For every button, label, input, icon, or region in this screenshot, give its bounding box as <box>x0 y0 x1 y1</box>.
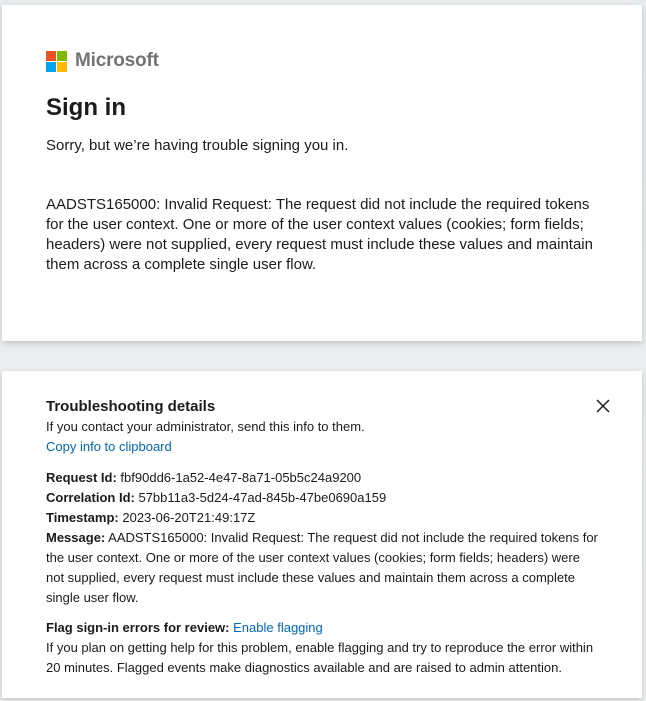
flag-help-text: If you plan on getting help for this problem, enable flagging and try to reproduce the error within 20 minutes. Flagged events make diagnostics available and are raised to admin attention. <box>46 640 594 675</box>
logo-square-red <box>46 51 56 61</box>
flag-row <box>46 618 598 638</box>
signin-subtitle: Sorry, but we’re having trouble signing you in. <box>46 137 349 154</box>
message-label: Message: <box>46 530 106 545</box>
request-id-label: Request Id: <box>46 470 117 485</box>
logo-square-blue <box>46 62 56 72</box>
correlation-id-row <box>46 488 598 508</box>
timestamp-label: Timestamp: <box>46 510 119 525</box>
copy-info-link[interactable]: Copy info to clipboard <box>46 439 172 454</box>
flag-label: Flag sign-in errors for review: <box>46 620 230 635</box>
correlation-id-value: 57bb11a3-5d24-47ad-845b-47be0690a159 <box>138 490 387 505</box>
logo-square-yellow <box>57 62 67 72</box>
message-value: AADSTS165000: Invalid Request: The request did not include the required tokens for the user context. One or more of the user context values (cookies; form fields; headers) were not supplied, every request must include these values and maintain them across a complete single user flow. <box>46 530 598 605</box>
troubleshooting-panel <box>2 371 642 698</box>
signin-card <box>2 5 642 341</box>
timestamp-value: 2023-06-20T21:49:17Z <box>122 510 256 525</box>
troubleshooting-title: Troubleshooting details <box>46 398 216 415</box>
details-section <box>46 468 598 608</box>
page-title: Sign in <box>46 94 126 121</box>
request-id-value: fbf90dd6-1a52-4e47-8a71-05b5c24a9200 <box>120 470 362 485</box>
error-message: AADSTS165000: Invalid Request: The request did not include the required tokens for the user context. One or more of the user context values (cookies; form fields; headers) were not supplied, every request must include these values and maintain them across a complete single user flow. <box>46 196 593 273</box>
troubleshooting-subtitle: If you contact your administrator, send this info to them. <box>46 419 365 434</box>
microsoft-logo-icon <box>46 51 67 72</box>
timestamp-row <box>46 508 598 528</box>
request-id-row <box>46 468 598 488</box>
message-row <box>46 528 598 608</box>
enable-flagging-link[interactable]: Enable flagging <box>233 620 323 635</box>
correlation-id-label: Correlation Id: <box>46 490 135 505</box>
flag-section <box>46 618 598 678</box>
logo-text: Microsoft <box>75 50 159 71</box>
logo-square-green <box>57 51 67 61</box>
microsoft-logo <box>46 49 598 73</box>
close-button[interactable] <box>594 397 612 415</box>
close-icon <box>594 397 612 415</box>
